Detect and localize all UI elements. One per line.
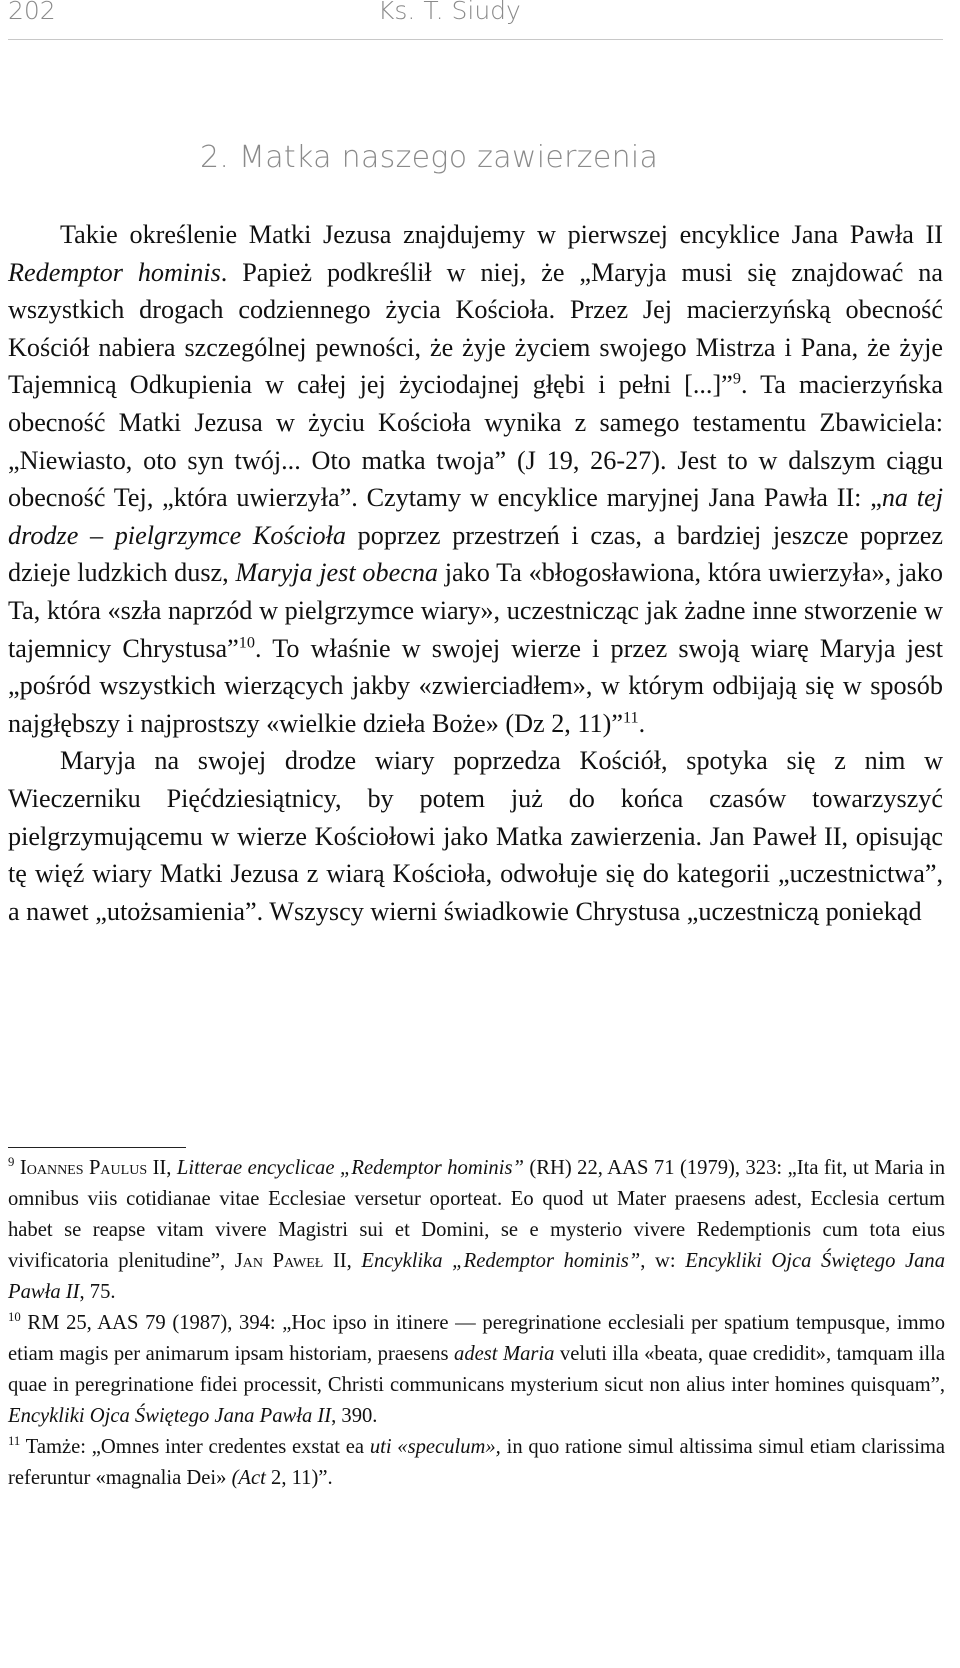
footnote-11: $^{11}$ Tamże: „Omnes inter credentes exstat ea uti «speculum», in quo ratione simul altissima simul etiam clarissima referuntur «magnalia Dei» (Act 2, 11)”.	[8, 1434, 945, 1489]
work-title-italic: Redemptor hominis	[8, 257, 221, 287]
footnote-ref-11[interactable]: 11	[622, 707, 639, 726]
page-number: 202	[8, 0, 56, 25]
italic-quote: Maryja jest obecna	[235, 558, 439, 588]
italic-quote: na tej drodze – pielgrzymce Kościoła	[8, 483, 943, 550]
section-title: 2. Matka naszego zawierzenia	[200, 140, 659, 175]
paragraph-1: Takie określenie Matki Jezusa znajdujemy w pierwszej encyklice Jana Pawła II Redemptor hominis. Papież podkreślił w niej, że „Maryja musi się znajdować na wszystkich drogach codziennego życia Kościoła. Przez Jej macierzyńską obecność Kościół nabiera szczególnej pewności, że żyje życiem swojego Mistrza i Pana, że żyje Tajemnicą Odkupienia w całej jej życiodajnej głębi i pełni [...]”$^9$. Ta macierzyńska obecność Matki Jezusa w życiu Kościoła wynika z samego testamentu Zbawiciela: „Niewiasto, oto syn twój... Oto matka twoja” (J 19, 26-27). Jest to w dalszym ciągu obecność Tej, „która uwierzyła”. Czytamy w encyklice maryjnej Jana Pawła II: „na tej drodze – pielgrzymce Kościoła poprzez przestrzeń i czas, a bardziej jeszcze poprzez dzieje ludzkich dusz, Maryja jest obecna jako Ta «błogosławiona, która uwierzyła», jako Ta, która «szła naprzód w pielgrzymce wiary», uczestnicząc jak żadne inne stworzenie w tajemnicy Chrystusa”$^{10}$. To właśnie w swojej wierze i przez swoją wiarę Maryja jest „pośród wszystkich wierzących jakby «zwierciadłem», w którym odbijają się w sposób najgłębszy i najprostszy «wielkie dzieła Boże» (Dz 2, 11)”$^{11}$.	[8, 220, 943, 738]
footnote-10: $^{10}$ RM 25, AAS 79 (1987), 394: „Hoc ipso in itinere — peregrinatione ecclesiali per spatium tempusque, immo etiam magis per animarum ipsam historiam, praesens adest Maria veluti illa «beata, quae credidit», tamquam illa quae in peregrinatione fidei processit, Christi communicans mysterium sicut non alius inter homines quisquam”, Encykliki Ojca Świętego Jana Pawła II, 390.	[8, 1310, 945, 1427]
running-header-author: Ks. T. Siudy	[378, 0, 521, 25]
footnote-number: 10	[8, 1310, 21, 1325]
footnote-ref-9[interactable]: 9	[732, 369, 741, 388]
header-rule	[8, 39, 943, 40]
footnote-number: 9	[8, 1155, 15, 1170]
footnote-ref-10[interactable]: 10	[238, 632, 255, 651]
body-text	[8, 216, 943, 930]
footnote-number: 11	[8, 1434, 21, 1449]
running-header	[8, 0, 948, 30]
footnote-9: $^9$ Ioannes Paulus II, Litterae encyclicae „Redemptor hominis” (RH) 22, AAS 71 (1979), 323: „Ita fit, ut Maria in omnibus viis cotidianae vitae Ecclesiae versetur oporteat. Eo quod ut Mater praesens adest, Ecclesia certum habet se reapse vitam vivere Magistri sui et Domini, se e mysterio vivere Redemptionis cum tota eius vivificatoria plenitudine”, Jan Paweł II, Encyklika „Redemptor hominis”, w: Encykliki Ojca Świętego Jana Pawła II, 75.	[8, 1155, 945, 1303]
paragraph-2: Maryja na swojej drodze wiary poprzedza Kościół, spotyka się z nim w Wieczerniku Pięćdziesiątnicy, by potem już do końca czasów towarzyszyć pielgrzymującemu w wierze Kościołowi jako Matka zawierzenia. Jan Paweł II, opisując tę więź wiary Matki Jezusa z wiarą Kościoła, odwołuje się do kategorii „uczestnictwa”, a nawet „utożsamienia”. Wszyscy wierni świadkowie Chrystusa „uczestniczą poniekąd	[8, 746, 943, 926]
footnotes	[8, 1153, 945, 1494]
footnote-separator	[8, 1147, 186, 1148]
